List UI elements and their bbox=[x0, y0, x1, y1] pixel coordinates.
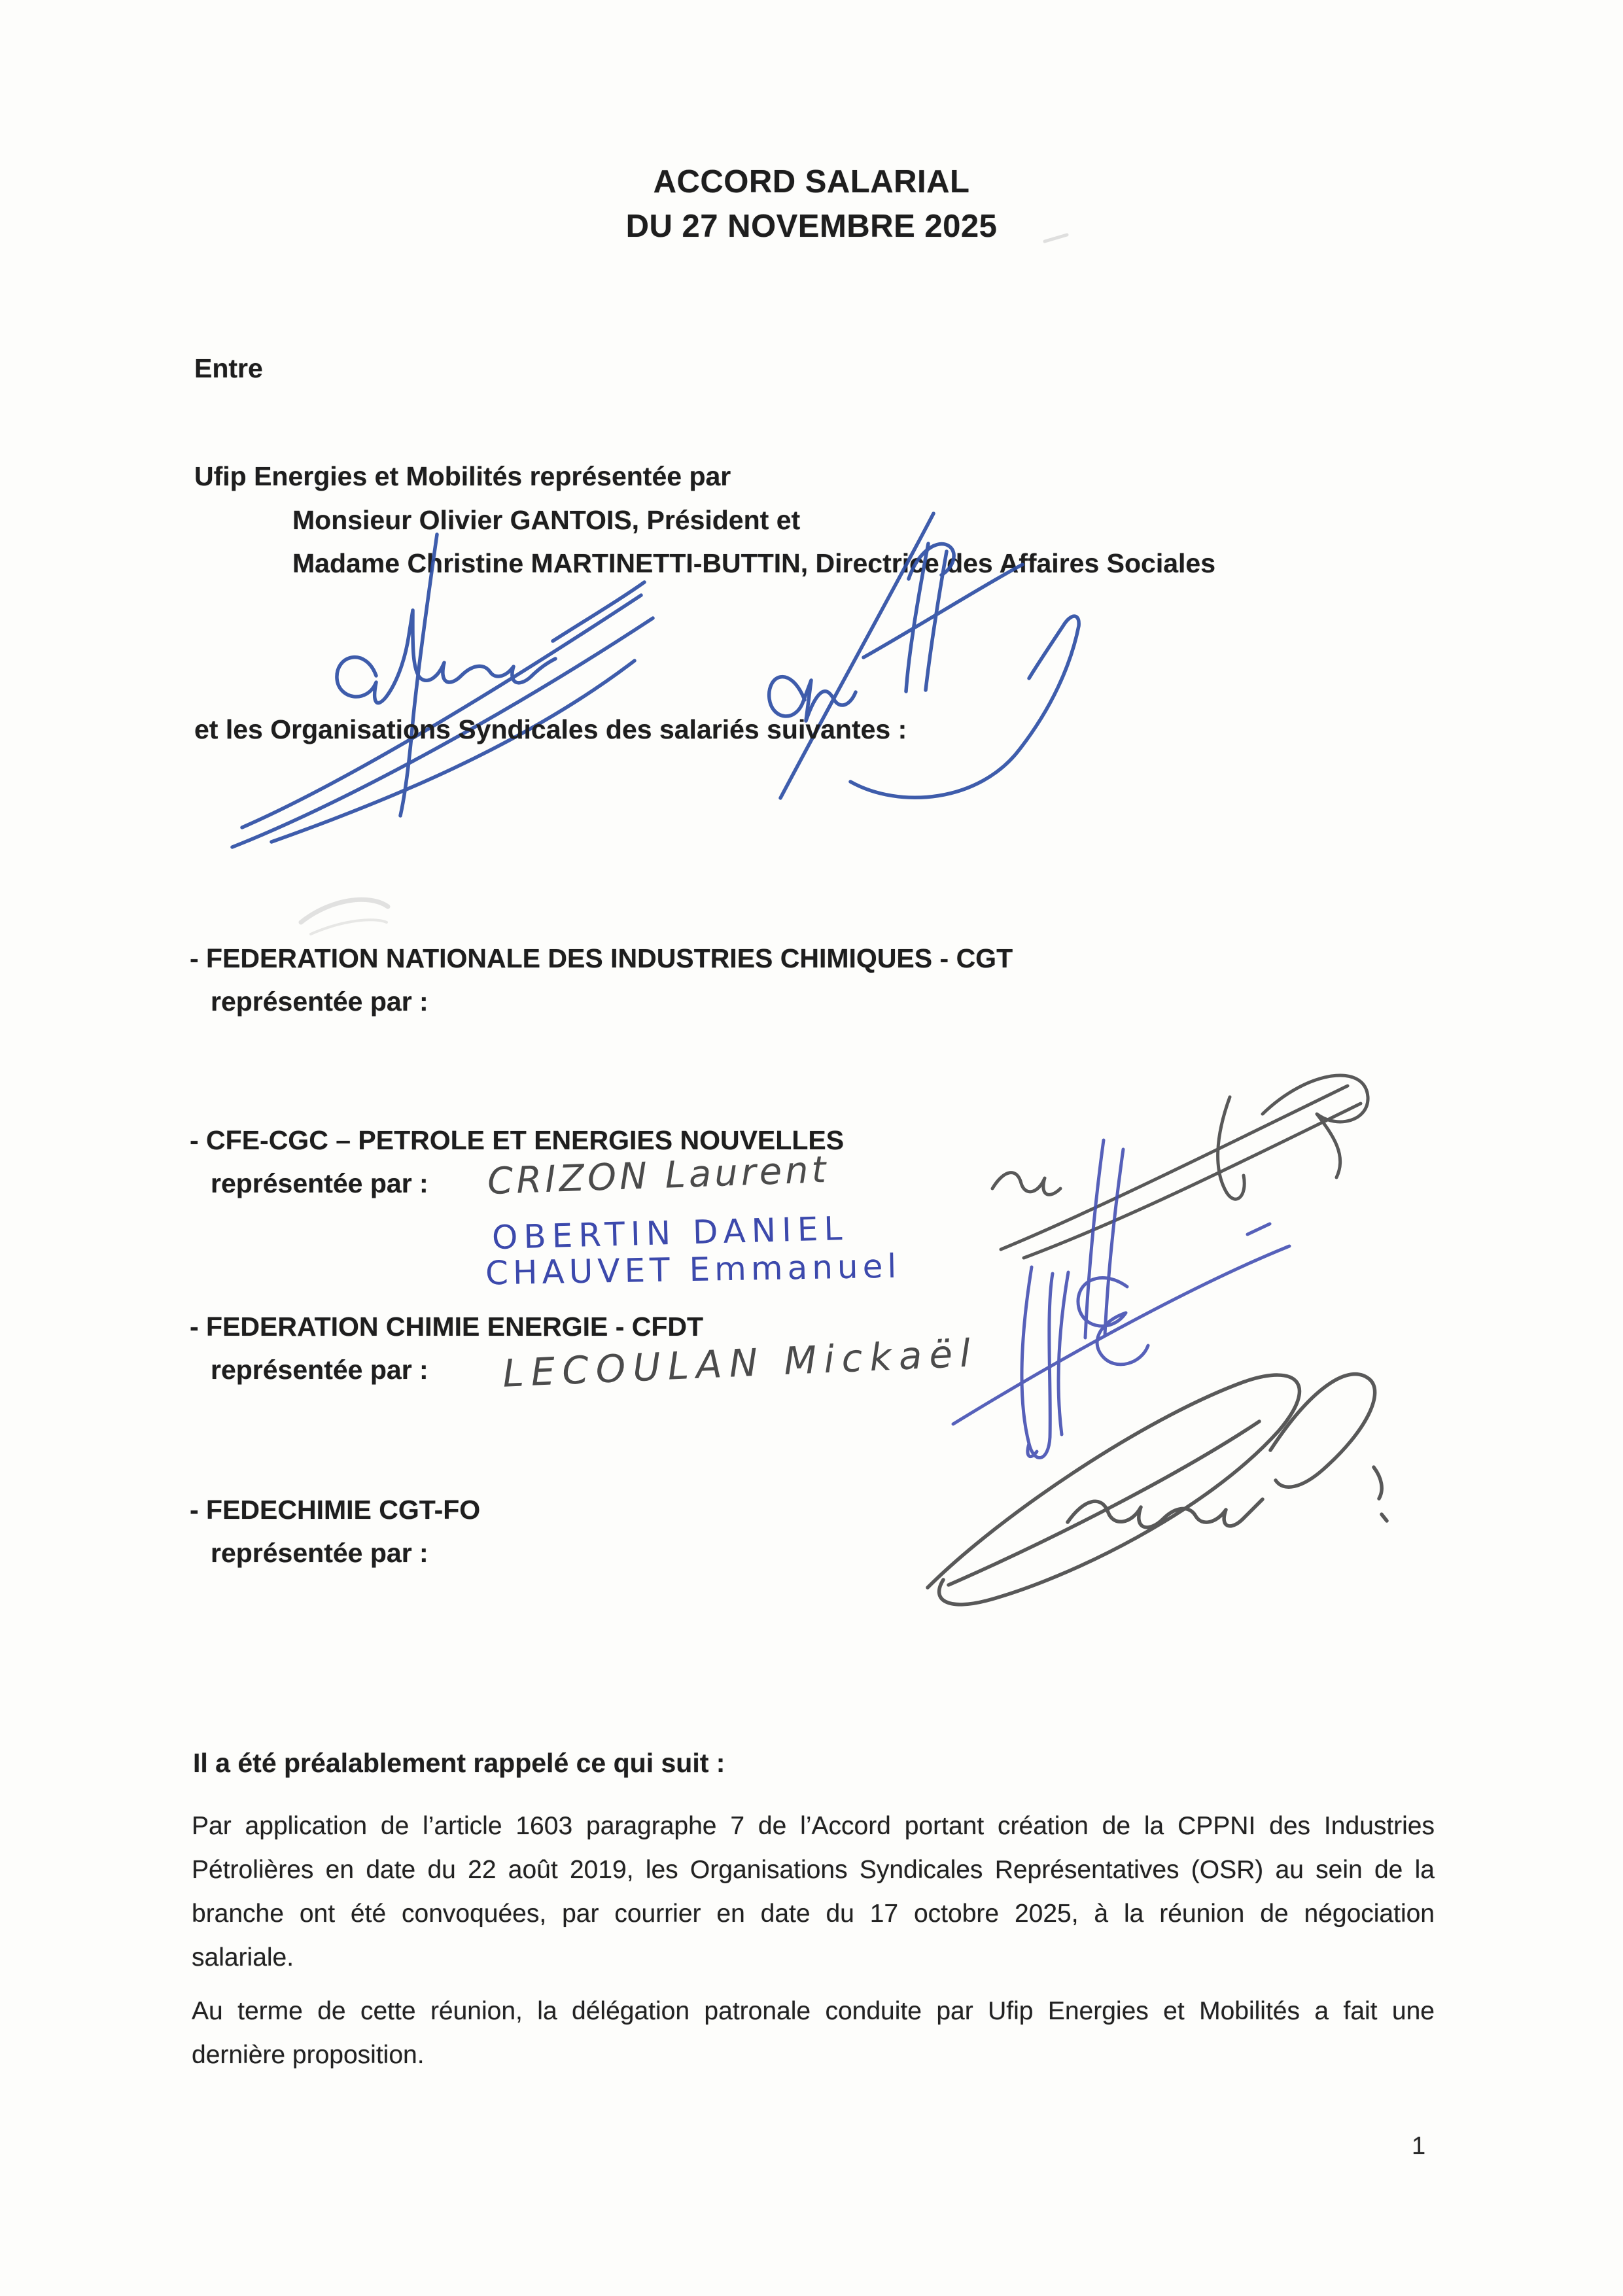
signature-lecoulan-ink bbox=[850, 1298, 1465, 1599]
paragraph1-line1: Par application de l’article 1603 paragraphe 7 de l’Accord portant création de la CPPNI des Industries bbox=[192, 1812, 1435, 1840]
paragraph1-line4: salariale. bbox=[192, 1943, 294, 1972]
scan-artifact bbox=[1043, 232, 1070, 245]
intro-entre: Entre bbox=[194, 353, 263, 383]
union-name-cfecgc: - CFE-CGC – PETROLE ET ENERGIES NOUVELLES bbox=[190, 1125, 845, 1155]
page-number: 1 bbox=[1412, 2132, 1426, 2160]
page-title-line2: DU 27 NOVEMBRE 2025 bbox=[625, 209, 998, 244]
page-title-line1: ACCORD SALARIAL bbox=[653, 164, 970, 200]
unions-intro-line: et les Organisations Syndicales des salariés suivantes : bbox=[194, 714, 907, 744]
union-rep-label-cfecgc: représentée par : bbox=[211, 1168, 428, 1198]
union-rep-label-fo: représentée par : bbox=[211, 1538, 428, 1568]
signature-martinetti-ink bbox=[742, 500, 1122, 821]
paragraph1-line2: Pétrolières en date du 22 août 2019, les Organisations Syndicales Représentatives (OSR) au sein de la bbox=[192, 1856, 1435, 1884]
union-name-cgt: - FEDERATION NATIONALE DES INDUSTRIES CHIMIQUES - CGT bbox=[190, 943, 1013, 973]
employer-name-line: Ufip Energies et Mobilités représentée par bbox=[194, 461, 731, 491]
employer-representative-1: Monsieur Olivier GANTOIS, Président et bbox=[292, 505, 801, 535]
handwritten-name-crizon: CRIZON Laurent bbox=[487, 1148, 830, 1204]
union-name-cfdt: - FEDERATION CHIMIE ENERGIE - CFDT bbox=[190, 1312, 704, 1342]
employer-representative-2: Madame Christine MARTINETTI-BUTTIN, Directrice des Affaires Sociales bbox=[292, 548, 1216, 578]
union-name-fo: - FEDECHIMIE CGT-FO bbox=[190, 1495, 481, 1525]
paragraph2-line2: dernière proposition. bbox=[192, 2041, 425, 2069]
handwritten-name-lecoulan: LECOULAN Mickaël bbox=[501, 1331, 979, 1396]
handwritten-name-chauvet: CHAUVET Emmanuel bbox=[485, 1247, 901, 1293]
scan-smudge bbox=[285, 877, 402, 948]
preamble-heading: Il a été préalablement rappelé ce qui suit : bbox=[193, 1748, 725, 1778]
union-rep-label-cfdt: représentée par : bbox=[211, 1355, 428, 1385]
union-rep-label-cgt: représentée par : bbox=[211, 986, 428, 1017]
paragraph1-line3: branche ont été convoquées, par courrier en date du 17 octobre 2025, à la réunion de négociation bbox=[192, 1900, 1435, 1928]
signature-gantois-ink bbox=[216, 520, 667, 886]
paragraph2-line1: Au terme de cette réunion, la délégation patronale conduite par Ufip Energies et Mobilités a fait une bbox=[192, 1997, 1435, 2025]
handwritten-name-obertin: OBERTIN DANIEL bbox=[491, 1209, 849, 1257]
